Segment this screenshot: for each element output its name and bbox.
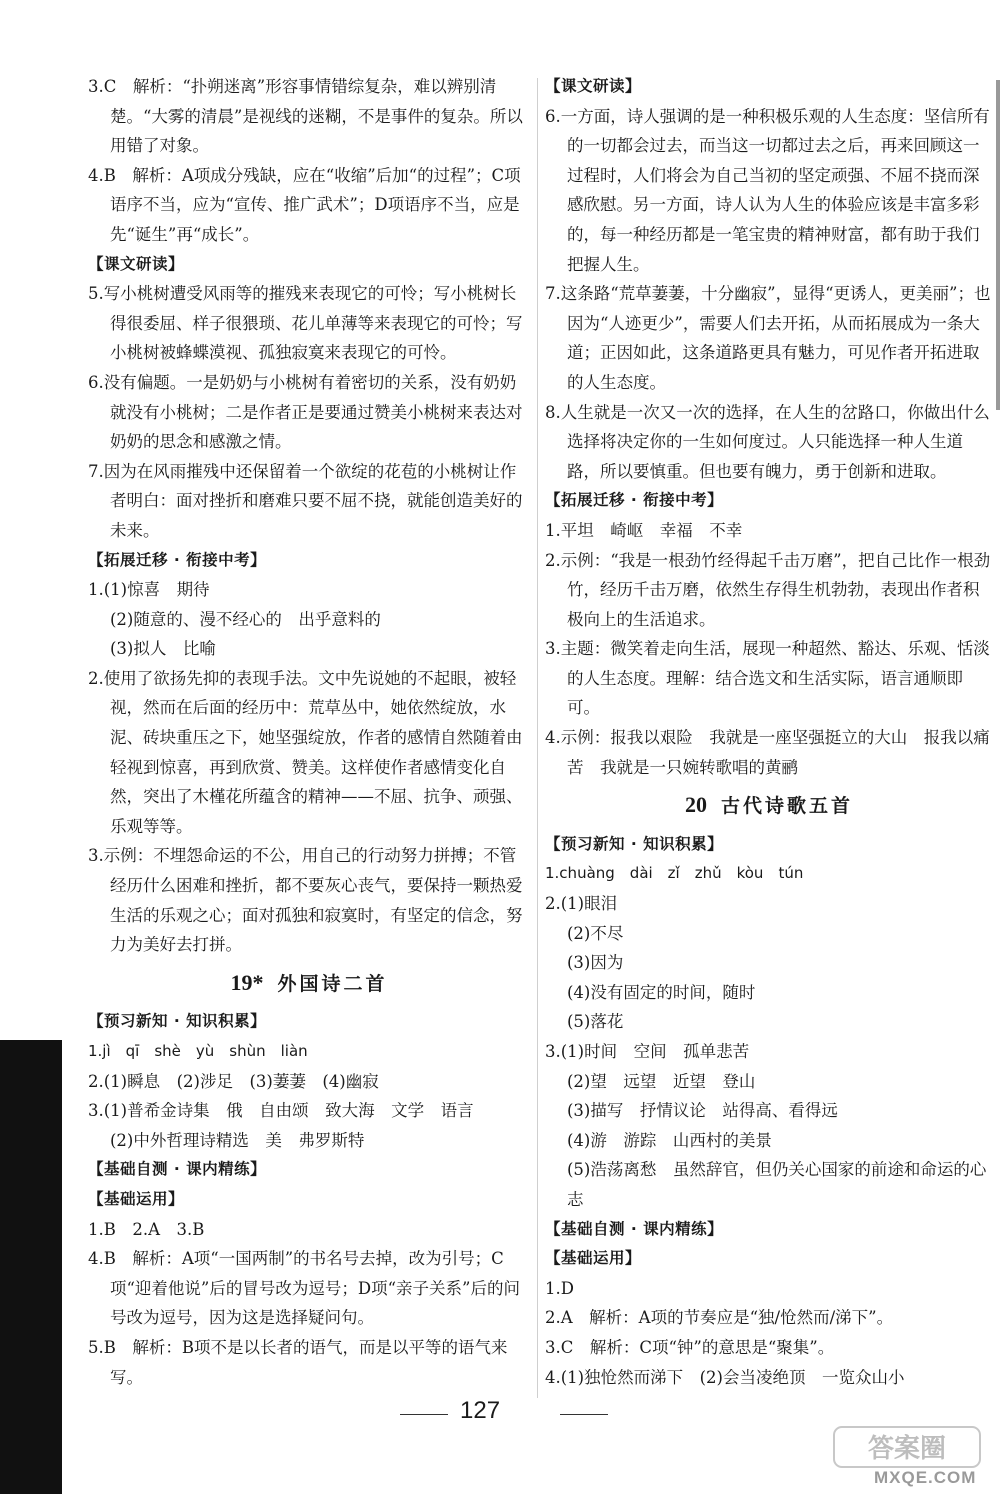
answer-subline: (2)望 远望 近望 登山 (567, 1071, 756, 1091)
answer-item: 4.B 解析：A项“一国两制”的书名号去掉，改为引号；C项“迎着他说”后的冒号改为逗号；D项“亲子关系”后的问号改为逗号，因为这是选择疑问句。 (88, 1249, 520, 1328)
page-number-rule-left (400, 1414, 448, 1415)
section-heading: 【基础运用】 (88, 1189, 185, 1208)
answer-item: 1.(1)惊喜 期待 (88, 580, 210, 600)
answer-item: 1.D (545, 1278, 574, 1298)
section-title (88, 968, 530, 1000)
right-column (545, 72, 993, 1392)
answer-subline: (4)没有固定的时间，随时 (567, 982, 756, 1002)
answer-item: 2.(1)瞬息 (2)涉足 (3)萋萋 (4)幽寂 (88, 1071, 379, 1091)
section-heading: 【预习新知 · 知识积累】 (545, 834, 724, 853)
answer-item: 3.C 解析：“扑朔迷离”形容事情错综复杂，难以辨别清楚。“大雾的清晨”是视线的迷糊，不是事件的复杂。所以用错了对象。 (88, 77, 523, 156)
answer-item: 3.主题：微笑着走向生活，展现一种超然、豁达、乐观、恬淡的人生态度。理解：结合选文和生活实际，语言通顺即可。 (545, 639, 990, 718)
answer-item: 6.没有偏题。一是奶奶与小桃树有着密切的关系，没有奶奶就没有小桃树；二是作者正是要通过赞美小桃树来表达对奶奶的思念和感激之情。 (88, 372, 523, 452)
answer-subline: (2)中外哲理诗精选 美 弗罗斯特 (110, 1130, 365, 1150)
section-heading: 【拓展迁移 · 衔接中考】 (545, 491, 724, 510)
answer-subline: (4)游 游踪 山西村的美景 (567, 1130, 772, 1150)
answer-item: 3.(1)普希金诗集 俄 自由颂 致大海 文学 语言 (88, 1101, 474, 1121)
answer-subline: (5)落花 (567, 1012, 624, 1032)
answer-item: 7.这条路“荒草萋萋，十分幽寂”，显得“更诱人，更美丽”；也因为“人迹更少”，需要人们去开拓，从而拓展成为一条大道；正因如此，这条道路更具有魅力，可见作者开拓进取的人生态度。 (545, 284, 991, 392)
answer-item: 1.B 2.A 3.B (88, 1219, 205, 1239)
scan-edge-right (996, 80, 1000, 410)
answer-item: 6.一方面，诗人强调的是一种积极乐观的人生态度：坚信所有的一切都会过去，而当这一切都过去之后，再来回顾这一过程时，人们将会为自己当初的坚定顽强、不屈不挠而深感欣慰。另一方面，诗人认为人生的体验应该是丰富多彩的，每一种经历都是一笔宝贵的精神财富，都有助于我们把握人生。 (545, 106, 990, 274)
watermark-text: MXQE.COM (874, 1468, 977, 1487)
pinyin-answer: 1.chuàng dài zǐ zhǔ kòu tún (545, 864, 804, 883)
answer-item: 8.人生就是一次又一次的选择，在人生的岔路口，你做出什么选择将决定你的一生如何度过。人只能选择一种人生道路，所以要慎重。但也要有魄力，勇于创新和进取。 (545, 402, 990, 481)
answer-item: 3.C 解析：C项“钟”的意思是“聚集”。 (545, 1337, 835, 1357)
section-number: 19* (230, 969, 264, 995)
section-heading: 【拓展迁移 · 衔接中考】 (88, 550, 267, 569)
column-divider (537, 78, 538, 1398)
answer-subline: (3)描写 抒情议论 站得高、看得远 (567, 1101, 838, 1121)
answer-item: 5.写小桃树遭受风雨等的摧残来表现它的可怜；写小桃树长得很委屈、样子很猥琐、花儿单薄等来表现它的可怜；写小桃树被蜂蝶漠视、孤独寂寞来表现它的可怜。 (88, 284, 523, 363)
page-number-rule-right (560, 1414, 608, 1415)
answer-subline: (5)浩荡离愁 虽然辞官，但仍关心国家的前途和命运的心志 (567, 1160, 987, 1209)
answer-item: 4.示例：报我以艰险 我就是一座坚强挺立的大山 报我以痛苦 我就是一只婉转歌唱的黄鹂 (545, 728, 990, 777)
answer-item: 3.(1)时间 空间 孤单悲苦 (545, 1042, 750, 1061)
section-heading: 【课文研读】 (545, 77, 642, 95)
section-number: 20 (684, 792, 707, 818)
section-heading: 【基础自测 · 课内精练】 (545, 1219, 724, 1238)
section-heading: 【基础自测 · 课内精练】 (88, 1160, 267, 1179)
section-title-text: 外国诗二首 (277, 972, 388, 995)
answer-subline: (2)随意的、漫不经心的 出乎意料的 (110, 609, 381, 629)
answer-item: 2.(1)眼泪 (545, 894, 618, 914)
section-heading: 【预习新知 · 知识积累】 (88, 1012, 267, 1031)
answer-item: 2.使用了欲扬先抑的表现手法。文中先说她的不起眼，被轻视，然而在后面的经历中：荒草丛中，她依然绽放，水泥、砖块重压之下，她坚强绽放，作者的感情自然随着由轻视到惊喜，再到欣赏、赞美。这样使作者感情变化自然，突出了木槿花所蕴含的精神——不屈、抗争、顽强、乐观等等。 (88, 668, 523, 836)
section-heading: 【基础运用】 (545, 1249, 642, 1268)
section-title-text: 古代诗歌五首 (720, 795, 853, 818)
left-column (88, 72, 530, 1392)
answer-item: 2.A 解析：A项的节奏应是“独/怆然而/涕下”。 (545, 1308, 894, 1328)
answer-subline: (3)拟人 比喻 (110, 639, 216, 659)
pinyin-answer: 1.jì qī shè yù shùn liàn (88, 1042, 308, 1060)
section-title (545, 790, 993, 822)
watermark-logo-text: 答案圈 (867, 1434, 947, 1464)
section-heading: 【课文研读】 (88, 254, 185, 273)
answer-subline: (3)因为 (567, 953, 624, 973)
scan-edge-shadow (0, 1040, 62, 1494)
answer-item: 4.B 解析：A项成分残缺，应在“收缩”后加“的过程”；C项语序不当，应为“宣传、推广武术”；D项语序不当，应是先“诞生”再“成长”。 (88, 165, 521, 244)
answer-item: 3.示例：不埋怨命运的不公，用自己的行动努力拼搏；不管经历什么困难和挫折，都不要灰心丧气，要保持一颗热爱生活的乐观之心；面对孤独和寂寞时，有坚定的信念，努力为美好去打拼。 (88, 846, 523, 955)
answer-item: 4.(1)独怆然而涕下 (2)会当凌绝顶 一览众山小 (545, 1367, 905, 1387)
answer-subline: (2)不尽 (567, 923, 624, 943)
scan-artifact (300, 4, 440, 14)
answer-item: 5.B 解析：B项不是以长者的语气，而是以平等的语气来写。 (88, 1337, 508, 1387)
answer-item: 7.因为在风雨摧残中还保留着一个欲绽的花苞的小桃树让作者明白：面对挫折和磨难只要不屈不挠，就能创造美好的未来。 (88, 461, 523, 540)
answer-item: 2.示例：“我是一根劲竹经得起千击万磨”，把自己比作一根劲竹，经历千击万磨，依然生存得生机勃勃，表现出作者积极向上的生活追求。 (545, 550, 991, 629)
page-number: 127 (460, 1397, 501, 1424)
answer-item: 1.平坦 崎岖 幸福 不幸 (545, 520, 743, 540)
